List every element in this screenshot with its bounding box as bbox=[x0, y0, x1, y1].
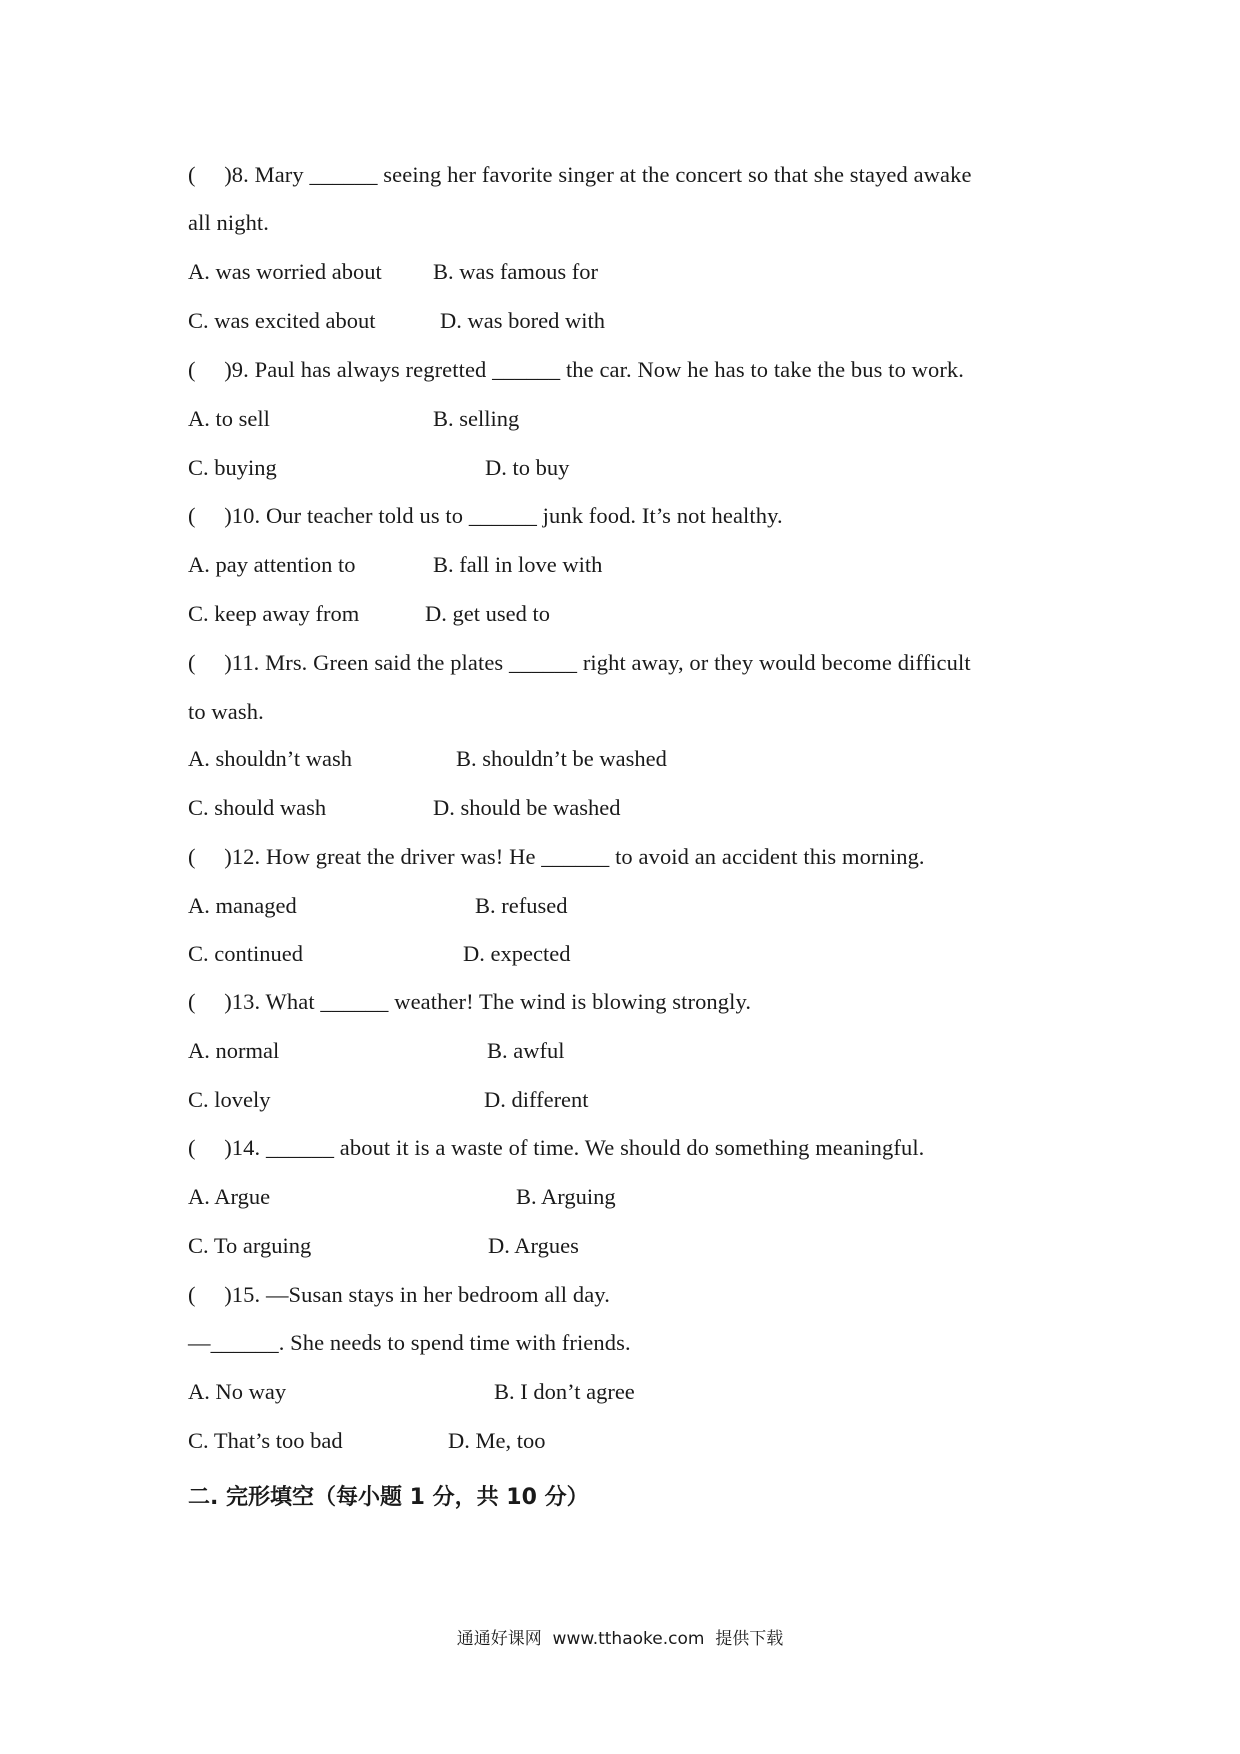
question-8-stem-continued: all night. bbox=[188, 210, 269, 235]
question-10-option-c: C. keep away from bbox=[188, 601, 360, 626]
question-14-option-d: D. Argues bbox=[488, 1233, 579, 1258]
question-14-option-b: B. Arguing bbox=[516, 1184, 616, 1209]
page-footer: 通通好课网 www.tthaoke.com 提供下载 bbox=[456, 1629, 784, 1649]
question-12-option-d: D. expected bbox=[463, 941, 571, 966]
question-8-stem: ( )8. Mary ______ seeing her favorite singer at the concert so that she stayed awake bbox=[188, 162, 972, 187]
question-15-option-d: D. Me, too bbox=[448, 1428, 546, 1453]
question-14-option-a: A. Argue bbox=[188, 1184, 271, 1209]
question-14-stem: ( )14. ______ about it is a waste of time. We should do something meaningful. bbox=[188, 1135, 925, 1160]
question-15-option-a: A. No way bbox=[188, 1379, 287, 1404]
question-9-stem: ( )9. Paul has always regretted ______ the car. Now he has to take the bus to work. bbox=[188, 357, 965, 382]
question-8-option-a: A. was worried about bbox=[188, 259, 382, 284]
question-11-option-a: A. shouldn’t wash bbox=[188, 746, 352, 771]
question-9-option-b: B. selling bbox=[433, 406, 520, 431]
question-13-option-d: D. different bbox=[484, 1087, 589, 1112]
question-15-option-b: B. I don’t agree bbox=[494, 1379, 635, 1404]
question-9-option-d: D. to buy bbox=[485, 455, 570, 480]
question-12-option-b: B. refused bbox=[475, 893, 568, 918]
question-12-stem: ( )12. How great the driver was! He ______ to avoid an accident this morning. bbox=[188, 844, 925, 869]
question-15-option-c: C. That’s too bad bbox=[188, 1428, 343, 1453]
question-9-option-c: C. buying bbox=[188, 455, 277, 480]
question-13-stem: ( )13. What ______ weather! The wind is blowing strongly. bbox=[188, 989, 752, 1014]
question-12-option-a: A. managed bbox=[188, 893, 297, 918]
question-10-option-d: D. get used to bbox=[425, 601, 550, 626]
question-8-option-b: B. was famous for bbox=[433, 259, 598, 284]
question-13-option-c: C. lovely bbox=[188, 1087, 271, 1112]
question-8-option-c: C. was excited about bbox=[188, 308, 376, 333]
question-15-stem: ( )15. —Susan stays in her bedroom all day. bbox=[188, 1282, 610, 1307]
question-11-option-c: C. should wash bbox=[188, 795, 327, 820]
section-heading-cloze: 二. 完形填空（每小题 1 分，共 10 分） bbox=[188, 1485, 589, 1510]
question-10-option-b: B. fall in love with bbox=[433, 552, 603, 577]
question-14-option-c: C. To arguing bbox=[188, 1233, 312, 1258]
question-12-option-c: C. continued bbox=[188, 941, 303, 966]
question-11-option-b: B. shouldn’t be washed bbox=[456, 746, 667, 771]
question-10-stem: ( )10. Our teacher told us to ______ junk food. It’s not healthy. bbox=[188, 503, 783, 528]
question-11-stem-continued: to wash. bbox=[188, 699, 264, 724]
question-15-stem-continued: —______. She needs to spend time with friends. bbox=[188, 1330, 631, 1355]
question-8-option-d: D. was bored with bbox=[440, 308, 605, 333]
question-10-option-a: A. pay attention to bbox=[188, 552, 356, 577]
question-9-option-a: A. to sell bbox=[188, 406, 270, 431]
question-11-stem: ( )11. Mrs. Green said the plates ______ right away, or they would become difficult bbox=[188, 650, 971, 675]
question-11-option-d: D. should be washed bbox=[433, 795, 621, 820]
question-13-option-b: B. awful bbox=[487, 1038, 565, 1063]
question-13-option-a: A. normal bbox=[188, 1038, 280, 1063]
